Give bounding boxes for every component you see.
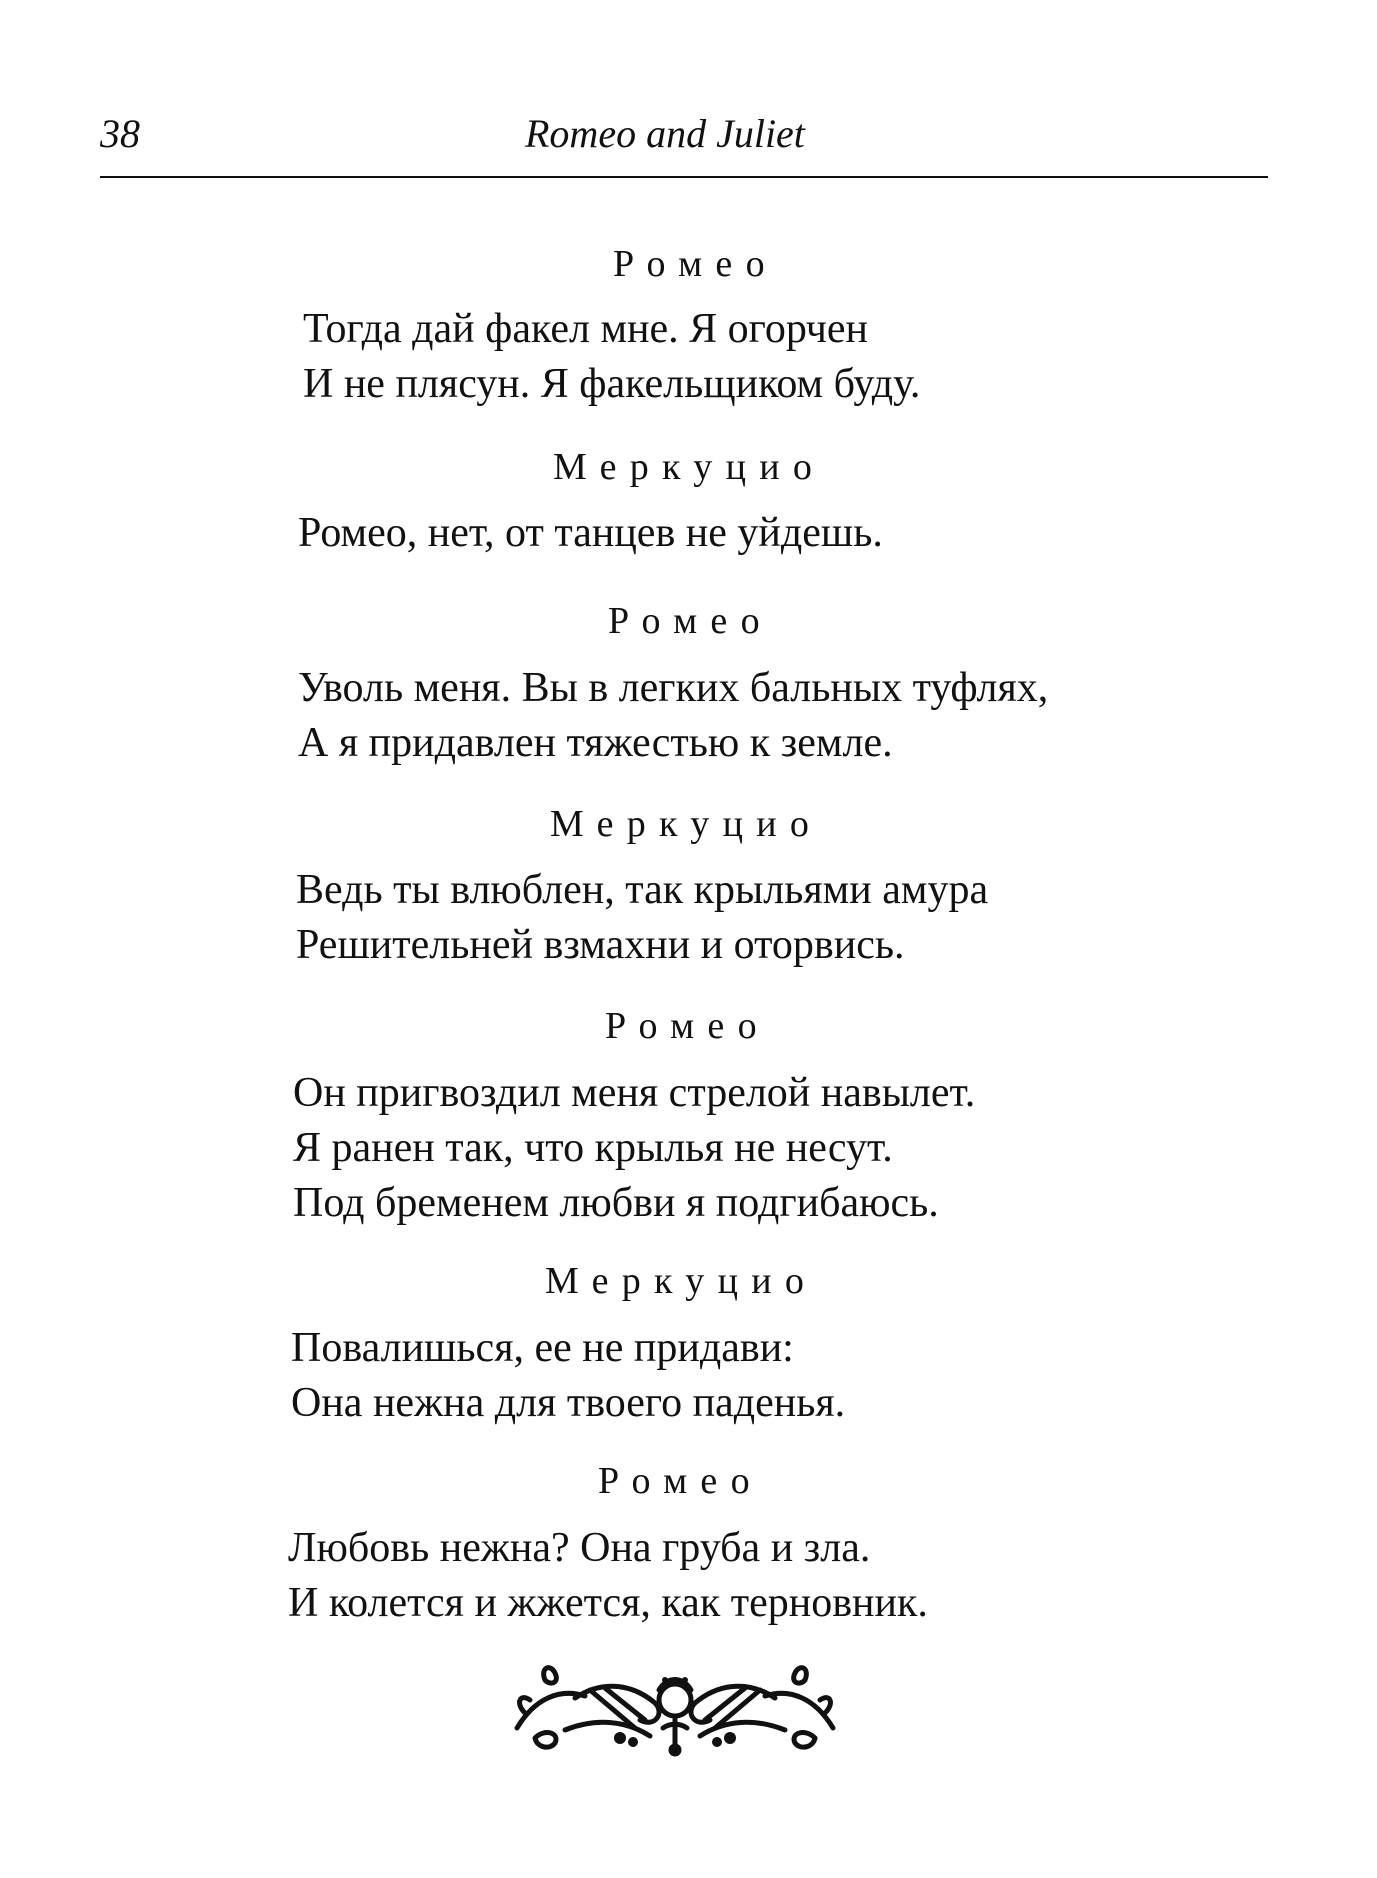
header-rule — [100, 176, 1268, 178]
page-number: 38 — [100, 111, 140, 156]
running-title: Romeo and Juliet — [525, 111, 805, 156]
verse-line: Повалишься, ее не придави: — [291, 1325, 794, 1371]
verse-line: Под бременем любви я подгибаюсь. — [293, 1180, 939, 1226]
verse-line: Уволь меня. Вы в легких бальных туфлях, — [298, 665, 1049, 711]
verse-line: Решительней взмахни и оторвись. — [296, 922, 905, 968]
verse-line: А я придавлен тяжестью к земле. — [298, 720, 893, 766]
speaker-name: Ромео — [598, 1460, 763, 1502]
verse-line: И колется и жжется, как терновник. — [288, 1580, 928, 1626]
floral-vignette-icon — [505, 1658, 845, 1758]
verse-line: Ведь ты влюблен, так крыльями амура — [296, 867, 989, 913]
speaker-name: Ромео — [613, 243, 778, 285]
speaker-name: Меркуцио — [545, 1260, 818, 1302]
verse-line: Он пригвоздил меня стрелой навылет. — [293, 1070, 976, 1116]
verse-line: Она нежна для твоего паденья. — [291, 1380, 846, 1426]
verse-line: Ромео, нет, от танцев не уйдешь. — [298, 510, 883, 556]
verse-line: И не плясун. Я факельщиком буду. — [303, 361, 921, 407]
speaker-name: Ромео — [605, 1005, 770, 1047]
verse-line: Любовь нежна? Она груба и зла. — [288, 1525, 871, 1571]
verse-line: Я ранен так, что крылья не несут. — [293, 1125, 893, 1171]
verse-line: Тогда дай факел мне. Я огорчен — [303, 306, 869, 352]
speaker-name: Меркуцио — [553, 446, 826, 488]
speaker-name: Ромео — [608, 600, 773, 642]
page-header — [100, 108, 1268, 168]
speaker-name: Меркуцио — [550, 803, 823, 845]
